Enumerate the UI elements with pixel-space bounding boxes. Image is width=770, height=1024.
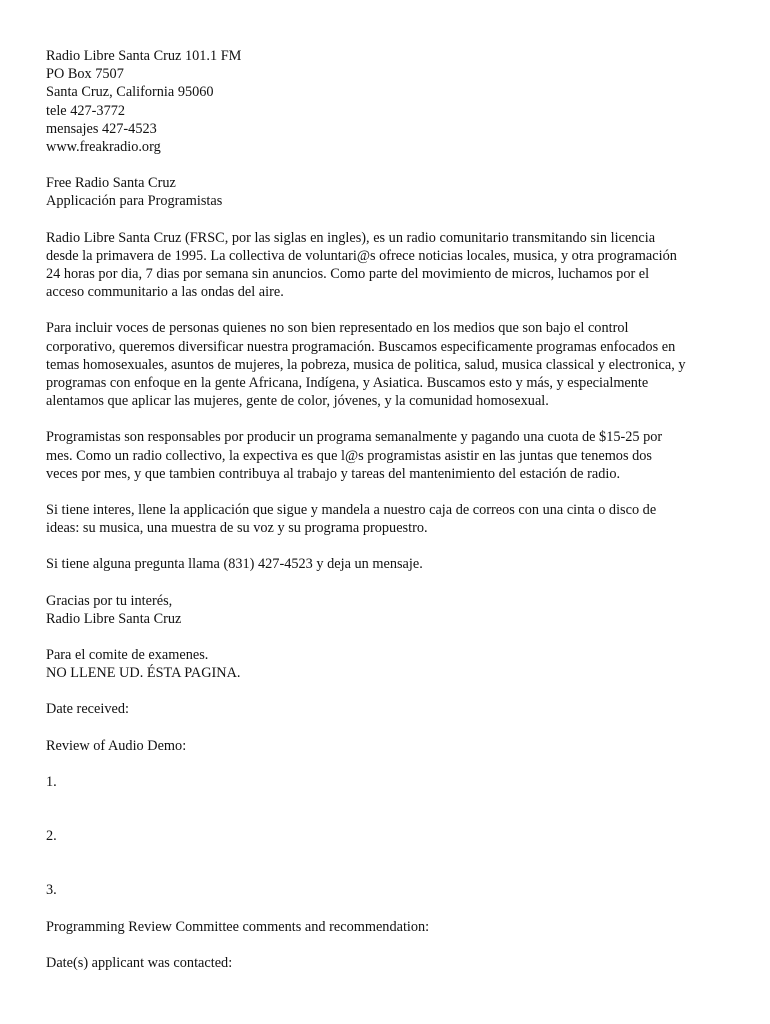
paragraph-line: ideas: su musica, una muestra de su voz y su programa propuestro.	[46, 520, 428, 537]
title-line-1: Free Radio Santa Cruz	[46, 175, 176, 192]
review-item-3: 3.	[46, 882, 57, 899]
date-contacted-label: Date(s) applicant was contacted:	[46, 954, 233, 971]
committee-warning: NO LLENE UD. ÉSTA PAGINA.	[46, 665, 241, 682]
document-title	[46, 174, 736, 210]
paragraph-line: Si tiene interes, llene la applicación que sigue y mandela a nuestro caja de correos con una cinta o disco de	[46, 502, 657, 519]
city-address: Santa Cruz, California 95060	[46, 84, 214, 101]
paragraph-contact: Si tiene alguna pregunta llama (831) 427-4523 y deja un mensaje.	[46, 556, 423, 573]
paragraph-diversity	[46, 319, 736, 410]
title-line-2: Applicación para Programistas	[46, 193, 223, 210]
paragraph-line: desde la primavera de 1995. La collectiva de voluntari@s ofrece noticias locales, musica, y otra programación	[46, 247, 677, 264]
paragraph-line: mes. Como un radio collectivo, la expectiva es que l@s programistas asistir en las juntas que tenemos dos	[46, 447, 652, 464]
closing-line-1: Gracias por tu interés,	[46, 592, 173, 609]
messages-phone: mensajes 427-4523	[46, 120, 157, 137]
telephone: tele 427-3772	[46, 102, 126, 119]
closing-signature: Radio Libre Santa Cruz	[46, 610, 182, 627]
committee-section	[46, 646, 736, 972]
paragraph-line: Para incluir voces de personas quienes no son bien representado en los medios que son bajo el control	[46, 320, 629, 337]
review-audio-label: Review of Audio Demo:	[46, 737, 187, 754]
review-item-1: 1.	[46, 773, 57, 790]
closing	[46, 592, 736, 628]
paragraph-intro	[46, 229, 736, 302]
date-received-label: Date received:	[46, 701, 129, 718]
org-name: Radio Libre Santa Cruz 101.1 FM	[46, 48, 242, 64]
paragraph-line: corporativo, queremos diversificar nuestra programación. Buscamos especificamente programas enfocados en	[46, 338, 676, 355]
committee-note: Para el comite de examenes.	[46, 647, 209, 664]
paragraph-line: 24 horas por dia, 7 dias por semana sin anuncios. Como parte del movimiento de micros, luchamos por el	[46, 266, 650, 283]
paragraph-line: Radio Libre Santa Cruz (FRSC, por las siglas en ingles), es un radio comunitario transmitando sin licencia	[46, 229, 656, 246]
paragraph-instructions	[46, 501, 736, 537]
paragraph-line: temas homosexuales, asuntos de mujeres, la pobreza, musica de politica, salud, musica classical y electronica, y	[46, 356, 686, 373]
paragraph-line: veces por mes, y que tambien contribuya al trabajo y tareas del mantenimiento del estación de radio.	[46, 465, 621, 482]
po-box: PO Box 7507	[46, 66, 124, 83]
letterhead	[46, 47, 736, 156]
paragraph-responsibilities	[46, 428, 736, 483]
letter-body	[46, 47, 736, 972]
paragraph-line: acceso communitario a las ondas del aire.	[46, 284, 284, 301]
website: www.freakradio.org	[46, 139, 161, 156]
paragraph-line: alentamos que aplicar las mujeres, gente de color, jóvenes, y la comunidad homosexual.	[46, 393, 549, 410]
review-item-2: 2.	[46, 828, 57, 845]
paragraph-line: Programistas son responsables por producir un programa semanalmente y pagando una cuota de $15-25 por	[46, 429, 663, 446]
paragraph-line: programas con enfoque en la gente Africana, Indígena, y Asiatica. Buscamos esto y más, y especialmente	[46, 375, 649, 392]
committee-comments-label: Programming Review Committee comments and recommendation:	[46, 918, 430, 935]
